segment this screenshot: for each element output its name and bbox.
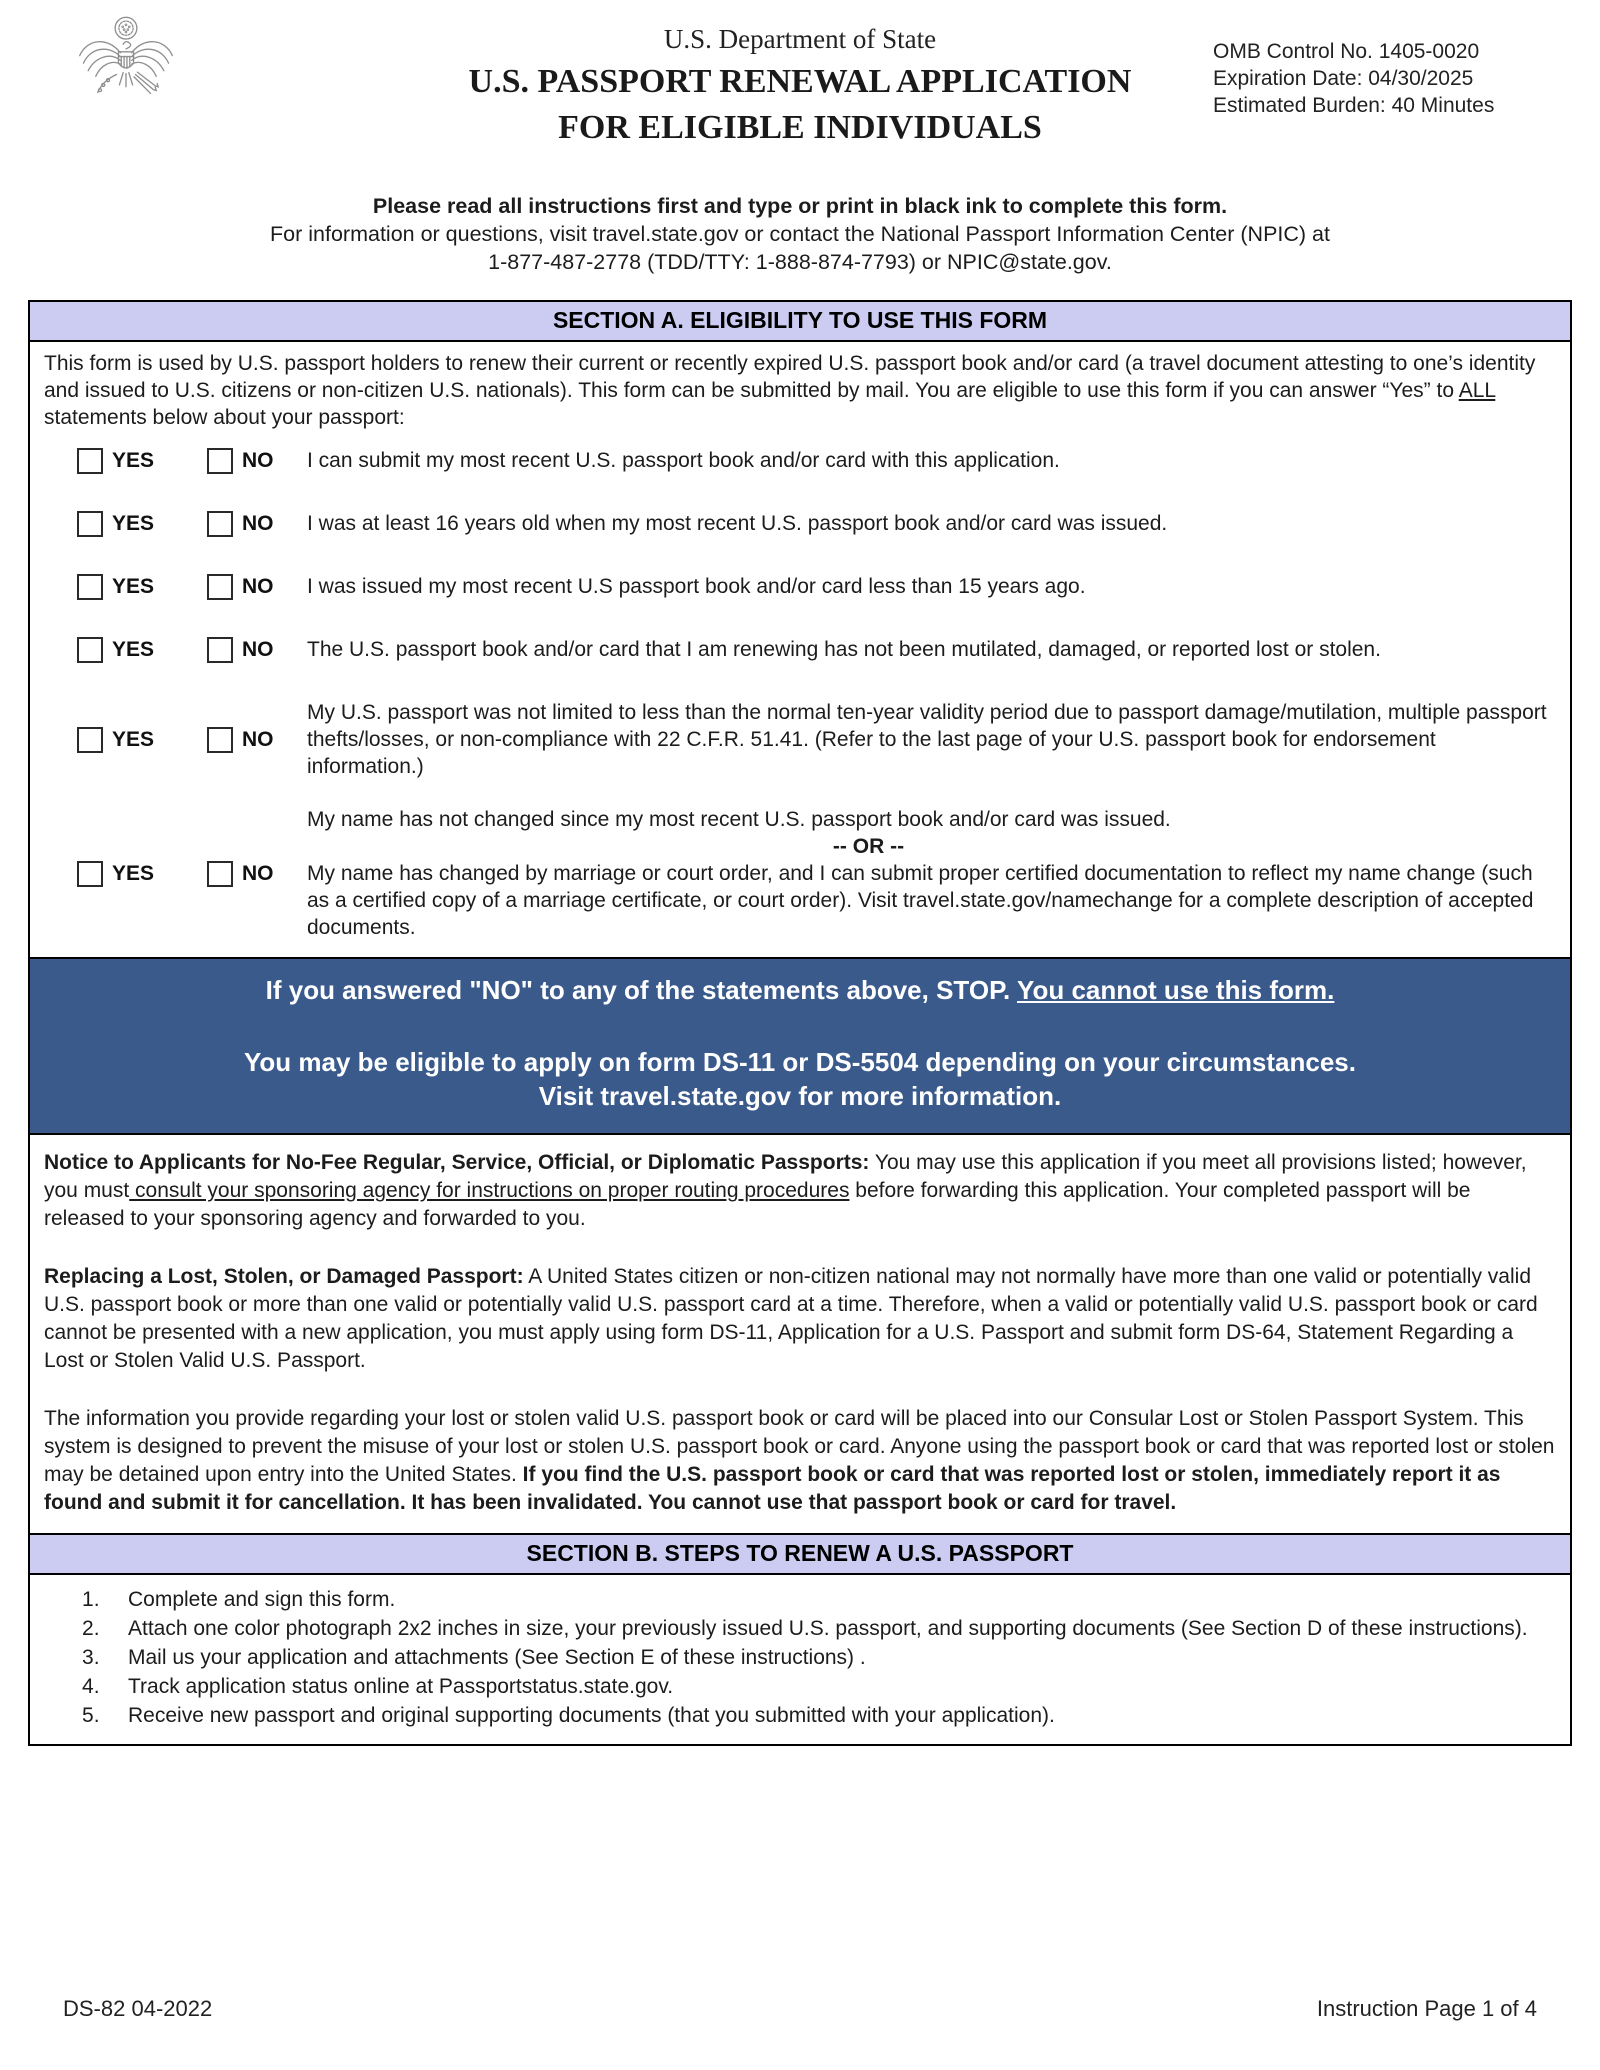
no-label: NO	[242, 574, 274, 598]
renewal-steps-list	[30, 1575, 1570, 1744]
yes-checkbox-1[interactable]	[77, 448, 103, 474]
eligibility-row-1	[77, 447, 1556, 474]
page-footer	[63, 1996, 1537, 2022]
notice-no-fee-paragraph	[44, 1149, 1556, 1233]
notice-no-fee-post: before forwarding this application. Your completed passport will be released to your sponsoring agency and forwarded to you.	[44, 1179, 1471, 1230]
notice-lost-stolen-text: The information you provide regarding your lost or stolen valid U.S. passport book or card will be placed into our Consular Lost or Stolen Passport System. This system is designed to prevent the misuse of your lost or stolen U.S. passport book or card. Anyone using the passport book or card that was reported lost or stolen may be detained upon entry into the United States.	[44, 1407, 1555, 1486]
yes-label: YES	[112, 861, 155, 885]
eligibility-statement-3: I was issued my most recent U.S passport book and/or card less than 15 years ago.	[307, 575, 1086, 598]
stop-banner	[30, 957, 1570, 1135]
yes-checkbox-5[interactable]	[77, 727, 103, 753]
notice-replacing-paragraph	[44, 1263, 1556, 1375]
step-2: Attach one color photograph 2x2 inches in size, your previously issued U.S. passport, and supporting documents (See Section D of these instructions).	[128, 1617, 1528, 1640]
yes-checkbox-2[interactable]	[77, 511, 103, 537]
notice-replacing-lead: Replacing a Lost, Stolen, or Damaged Passport:	[44, 1265, 524, 1288]
notices-section	[30, 1135, 1570, 1533]
eligibility-row-3	[77, 573, 1556, 600]
eligibility-checklist	[30, 433, 1570, 941]
no-label: NO	[242, 727, 274, 751]
eligibility-row-6	[77, 806, 1556, 941]
stop-banner-spacer	[60, 1007, 1540, 1045]
form-instructions-intro	[0, 192, 1600, 276]
step-1: Complete and sign this form.	[128, 1588, 396, 1611]
intro-line2: For information or questions, visit travel.state.gov or contact the National Passport Information Center (NPIC) at	[270, 222, 1330, 246]
stop-banner-line1-pre: If you answered "NO" to any of the statements above, STOP.	[265, 975, 1018, 1005]
yes-checkbox-3[interactable]	[77, 574, 103, 600]
or-separator: -- OR --	[832, 835, 905, 858]
intro-line3: 1-877-487-2778 (TDD/TTY: 1-888-874-7793) or NPIC@state.gov.	[488, 250, 1112, 274]
eligibility-statement-5: My U.S. passport was not limited to less than the normal ten-year validity period due to passport damage/mutilation, multiple passport thefts/losses, or non-compliance with 22 C.F.R. 51.41. (Refer to the last page of your U.S. passport book for endorsement information.)	[307, 701, 1547, 778]
great-seal-eagle-logo	[74, 14, 178, 118]
yes-label: YES	[112, 448, 155, 472]
notice-lost-stolen-paragraph	[44, 1405, 1556, 1517]
form-title-line1: U.S. PASSPORT RENEWAL APPLICATION	[468, 63, 1132, 100]
page-header	[0, 0, 1600, 180]
omb-estimated-burden: Estimated Burden: 40 Minutes	[1213, 94, 1495, 117]
no-checkbox-5[interactable]	[207, 727, 233, 753]
form-number: DS-82 04-2022	[63, 1996, 213, 2021]
yes-label: YES	[112, 637, 155, 661]
step-3: Mail us your application and attachments (See Section E of these instructions) .	[128, 1646, 866, 1669]
yes-label: YES	[112, 574, 155, 598]
stop-banner-line2: You may be eligible to apply on form DS-11 or DS-5504 depending on your circumstances.	[244, 1047, 1356, 1077]
stop-banner-line3: Visit travel.state.gov for more information.	[538, 1081, 1062, 1111]
eligibility-statement-4: The U.S. passport book and/or card that I am renewing has not been mutilated, damaged, or reported lost or stolen.	[307, 638, 1381, 661]
omb-info	[1213, 38, 1543, 119]
step-4: Track application status online at Passportstatus.state.gov.	[128, 1675, 674, 1698]
no-checkbox-4[interactable]	[207, 637, 233, 663]
omb-expiration-date: Expiration Date: 04/30/2025	[1213, 67, 1474, 90]
stop-banner-line1	[60, 973, 1540, 1007]
stop-banner-line1-underlined: You cannot use this form.	[1017, 975, 1335, 1005]
no-checkbox-2[interactable]	[207, 511, 233, 537]
eligibility-row-4	[77, 636, 1556, 663]
no-label: NO	[242, 637, 274, 661]
no-checkbox-3[interactable]	[207, 574, 233, 600]
eligibility-row-5	[77, 699, 1556, 780]
no-label: NO	[242, 861, 274, 885]
department-name: U.S. Department of State	[663, 24, 937, 54]
main-form-box	[28, 300, 1572, 1746]
eligibility-statement-6	[307, 806, 1556, 941]
step-5: Receive new passport and original supporting documents (that you submitted with your application).	[128, 1704, 1055, 1727]
no-label: NO	[242, 448, 274, 472]
section-a-intro-pre: This form is used by U.S. passport holders to renew their current or recently expired U.S. passport book and/or card (a travel document attesting to one’s identity and issued to U.S. citizens or non-citizen U.S. nationals). This form can be submitted by mail. You are eligible to use this form if you can answer “Yes” to	[44, 352, 1536, 402]
yes-checkbox-6[interactable]	[77, 861, 103, 887]
notice-no-fee-underlined: consult your sponsoring agency for instructions on proper routing procedures	[129, 1179, 850, 1202]
eligibility-statement-2: I was at least 16 years old when my most recent U.S. passport book and/or card was issued.	[307, 512, 1168, 535]
form-title-line2: FOR ELIGIBLE INDIVIDUALS	[558, 108, 1042, 146]
section-b-header: SECTION B. STEPS TO RENEW A U.S. PASSPORT	[30, 1533, 1570, 1575]
no-checkbox-1[interactable]	[207, 448, 233, 474]
yes-label: YES	[112, 727, 155, 751]
no-label: NO	[242, 511, 274, 535]
omb-control-number: OMB Control No. 1405-0020	[1213, 40, 1480, 63]
eligibility-row-2	[77, 510, 1556, 537]
page-number: Instruction Page 1 of 4	[1316, 1996, 1537, 2021]
notice-no-fee-pre: You may use this application if you meet all provisions listed; however, you must	[44, 1151, 1527, 1202]
name-unchanged-statement: My name has not changed since my most recent U.S. passport book and/or card was issued.	[307, 808, 1171, 831]
section-a-intro-all-underlined: ALL	[1458, 379, 1496, 402]
no-checkbox-6[interactable]	[207, 861, 233, 887]
section-a-header: SECTION A. ELIGIBILITY TO USE THIS FORM	[30, 302, 1570, 342]
intro-bold-line: Please read all instructions first and type or print in black ink to complete this form.	[372, 194, 1228, 218]
eligibility-statement-1: I can submit my most recent U.S. passport book and/or card with this application.	[307, 449, 1060, 472]
notice-replacing-text: A United States citizen or non-citizen national may not normally have more than one valid or potentially valid U.S. passport book or more than one valid or potentially valid U.S. passport card at a time. Therefore, when a valid or potentially valid U.S. passport book or card cannot be presented with a new application, you must apply using form DS-11, Application for a U.S. Passport and submit form DS-64, Statement Regarding a Lost or Stolen Valid U.S. Passport.	[44, 1265, 1538, 1372]
name-changed-statement: My name has changed by marriage or court order, and I can submit proper certified documentation to reflect my name change (such as a certified copy of a marriage certificate, or court order). Visit travel.state.gov/namechange for a complete description of accepted documents.	[307, 862, 1534, 939]
yes-label: YES	[112, 511, 155, 535]
notice-lost-stolen-bold: If you find the U.S. passport book or card that was reported lost or stolen, immediately report it as found and submit it for cancellation. It has been invalidated. You cannot use that passport book or card for travel.	[44, 1463, 1501, 1514]
section-a-intro	[30, 342, 1570, 433]
notice-no-fee-lead: Notice to Applicants for No-Fee Regular, Service, Official, or Diplomatic Passports:	[44, 1151, 870, 1174]
yes-checkbox-4[interactable]	[77, 637, 103, 663]
section-a-intro-post: statements below about your passport:	[44, 406, 405, 429]
